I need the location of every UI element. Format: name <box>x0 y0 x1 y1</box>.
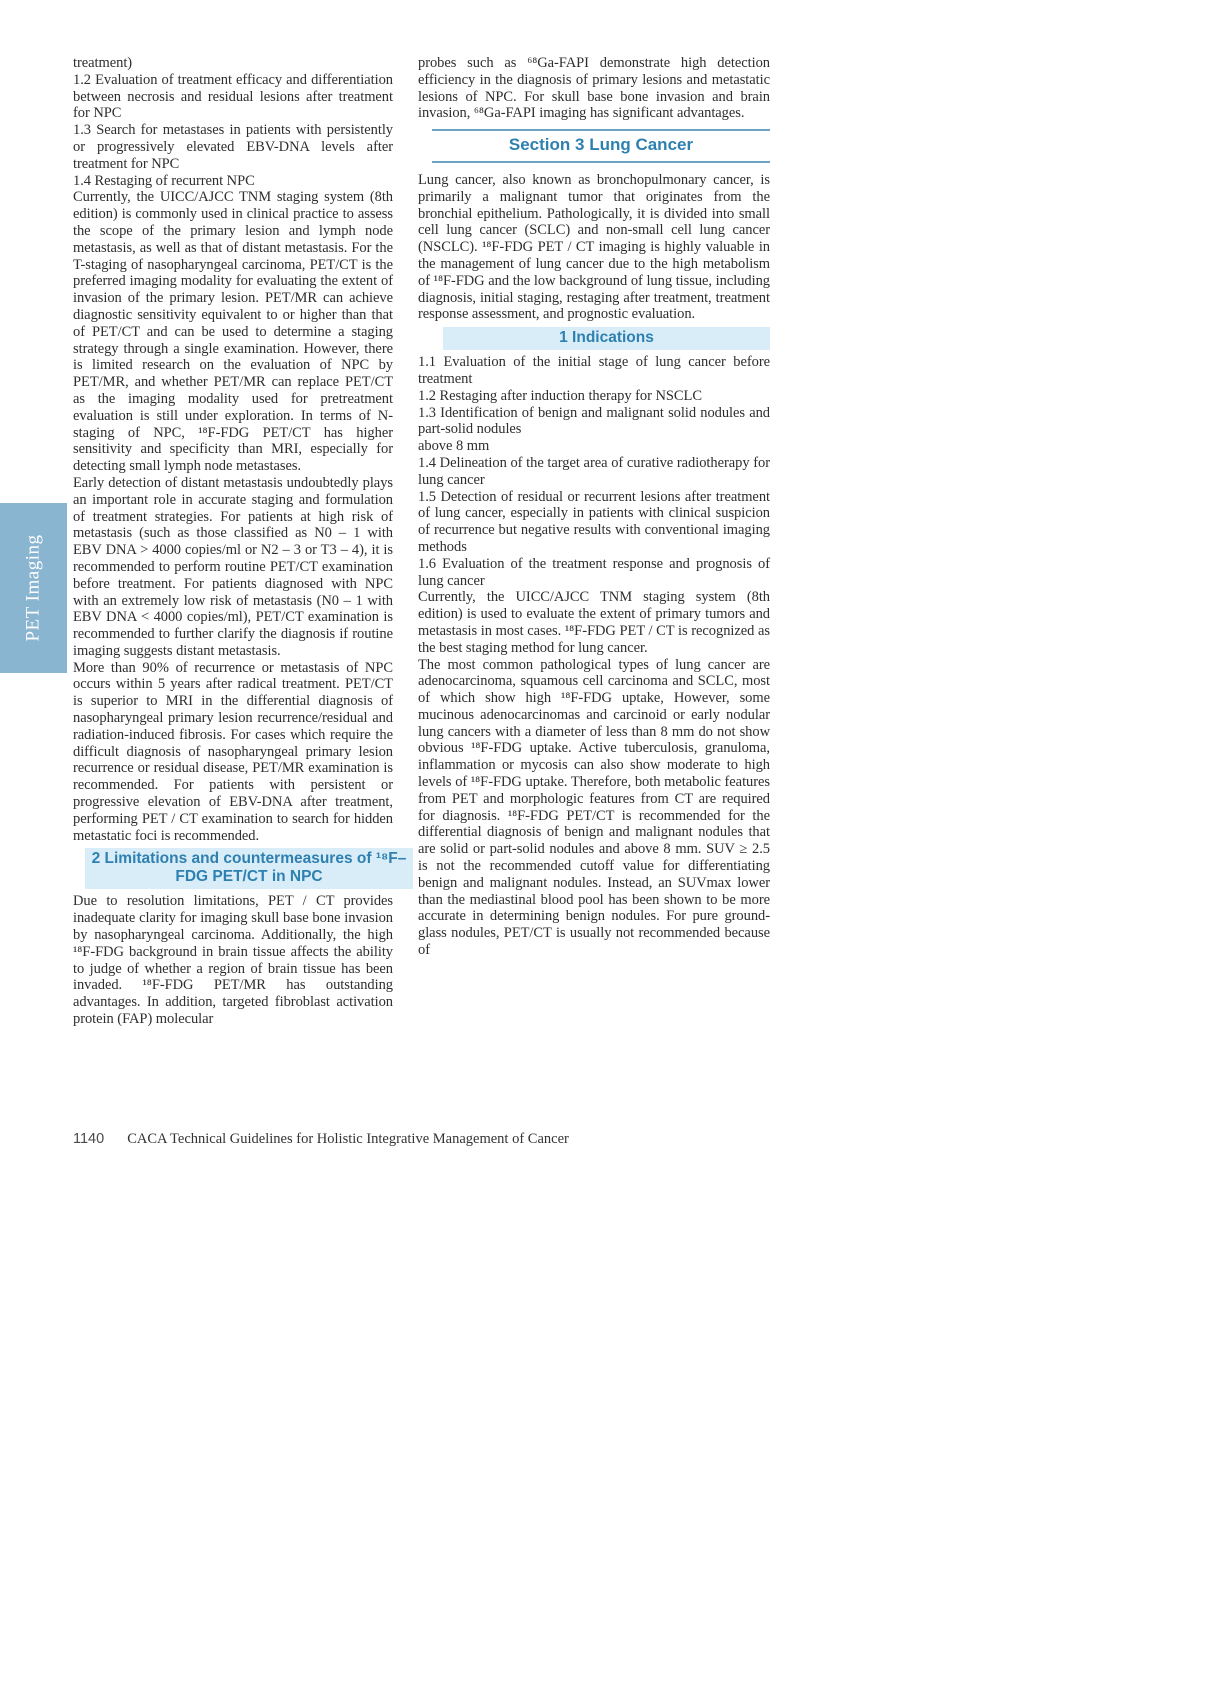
indication-item: 1.4 Delineation of the target area of curative radiotherapy for lung cancer <box>418 454 770 488</box>
paragraph: treatment) <box>73 55 133 71</box>
section-3-lung-cancer-heading: Section 3 Lung Cancer <box>432 129 770 163</box>
page-footer <box>73 1131 773 1148</box>
indication-item: 1.3 Identification of benign and malignant solid nodules and part-solid nodules <box>418 404 770 438</box>
paragraph: 1.3 Search for metastases in patients with persistently or progressively elevated EBV-DNA levels after treatment for NPC <box>73 122 393 172</box>
page-number: 1140 <box>73 1131 105 1147</box>
paragraph: probes such as ⁶⁸Ga-FAPI demonstrate high detection efficiency in the diagnosis of primary lesions and metastatic lesions of NPC. For skull base bone invasion and brain invasion, ⁶⁸Ga-FAPI imaging has significant advantages. <box>418 55 770 122</box>
paragraph: Currently, the UICC/AJCC TNM staging system (8th edition) is used to evaluate the extent of primary tumors and metastasis in most cases. ¹⁸F-FDG PET / CT is recognized as the best staging method for lung cancer. <box>418 589 770 656</box>
indication-item: 1.1 Evaluation of the initial stage of lung cancer before treatment <box>418 354 770 387</box>
indication-item: 1.2 Restaging after induction therapy for NSCLC <box>418 387 702 404</box>
paragraph: More than 90% of recurrence or metastasis of NPC occurs within 5 years after radical treatment. PET/CT is superior to MRI in the differential diagnosis of nasopharyngeal primary lesion recurrence/residual and radiation-induced fibrosis. For cases which require the difficult diagnosis of nasopharyngeal primary lesion recurrence or residual disease, PET/MR examination is recommended. For patients with persistent or progressive elevation of EBV-DNA after treatment, performing PET / CT examination to search for hidden metastatic foci is recommended. <box>73 659 393 844</box>
footer-title: CACA Technical Guidelines for Holistic Integrative Management of Cancer <box>127 1131 569 1147</box>
paragraph: The most common pathological types of lung cancer are adenocarcinoma, squamous cell carcinoma and SCLC, most of which show high ¹⁸F-FDG uptake, However, some mucinous adenocarcinomas and carcinoid or early nodular lung cancers with a diameter of less than 8 mm do not show obvious ¹⁸F-FDG uptake. Active tuberculosis, granuloma, inflammation or mycosis can also show moderate to high levels of ¹⁸F-FDG uptake. Therefore, both metabolic features from PET and morphologic features from CT are required for diagnosis. ¹⁸F-FDG PET/CT is recommended for the differential diagnosis of benign and malignant nodules that are solid or part-solid nodules and above 8 mm. SUV ≥ 2.5 is not the recommended cutoff value for differentiating benign and malignant nodules. Instead, an SUVmax lower than the mediastinal blood pool has been shown to be more accurate in determining benign nodules. For pure ground-glass nodules, PET/CT is usually not recommended because of <box>418 656 770 959</box>
indication-item: above 8 mm <box>418 438 490 455</box>
paragraph: Currently, the UICC/AJCC TNM staging system (8th edition) is commonly used in clinical practice to assess the scope of the primary lesion and lymph node metastasis, as well as that of distant metastasis. For the T-staging of nasopharyngeal carcinoma, PET/CT is the preferred imaging modality for evaluating the extent of invasion of the primary lesion. PET/MR can achieve diagnostic sensitivity equivalent to or higher than that of PET/CT and can be used to determine a staging strategy through a single examination. However, there is limited research on the evaluation of NPC by PET/MR, and whether PET/MR can replace PET/CT as the imaging modality used for pretreatment evaluation is still under exploration. In terms of N-staging of NPC, ¹⁸F-FDG PET/CT has higher sensitivity and specificity than MRI, especially for detecting small lymph node metastases. <box>73 189 393 475</box>
indications-heading: 1 Indications <box>443 327 770 350</box>
paragraph: 1.4 Restaging of recurrent NPC <box>73 172 255 189</box>
indication-item: 1.6 Evaluation of the treatment response and prognosis of lung cancer <box>418 555 770 589</box>
sidebar-tab-pet-imaging <box>0 503 67 673</box>
indication-item: 1.5 Detection of residual or recurrent lesions after treatment of lung cancer, especially in patients with clinical suspicion of recurrence but negative results with conventional imaging methods <box>418 488 770 555</box>
paragraph: 1.2 Evaluation of treatment efficacy and differentiation between necrosis and residual lesions after treatment for NPC <box>73 71 393 122</box>
section-2-limitations-heading: 2 Limitations and countermeasures of ¹⁸F–FDG PET/CT in NPC <box>85 848 413 889</box>
right-column <box>418 55 770 959</box>
paragraph: Due to resolution limitations, PET / CT provides inadequate clarity for imaging skull base bone invasion by nasopharyngeal carcinoma. Additionally, the high ¹⁸F-FDG background in brain tissue affects the ability to judge of whether a region of brain tissue has been invaded. ¹⁸F-FDG PET/MR has outstanding advantages. In addition, targeted fibroblast activation protein (FAP) molecular <box>73 893 393 1028</box>
paragraph: Lung cancer, also known as bronchopulmonary cancer, is primarily a malignant tumor that originates from the bronchial epithelium. Pathologically, it is divided into small cell lung cancer (SCLC) and non-small cell lung cancer (NSCLC). ¹⁸F-FDG PET / CT imaging is highly valuable in the management of lung cancer due to the high metabolism of ¹⁸F-FDG and the low background of lung tissue, including diagnosis, initial staging, restaging after treatment, treatment response assessment, and prognostic evaluation. <box>418 171 770 323</box>
sidebar-tab-label: PET Imaging <box>22 534 44 642</box>
paragraph: Early detection of distant metastasis undoubtedly plays an important role in accurate staging and formulation of treatment strategies. For patients at high risk of metastasis (such as those classified as N0 – 1 with EBV DNA > 4000 copies/ml or N2 – 3 or T3 – 4), it is recommended to perform routine PET/CT examination before treatment. For patients diagnosed with NPC with an extremely low risk of metastasis (N0 – 1 with EBV DNA < 4000 copies/ml), PET/CT examination is recommended to further clarify the diagnosis if routine imaging suggests distant metastasis. <box>73 474 393 659</box>
left-column <box>73 55 407 1028</box>
